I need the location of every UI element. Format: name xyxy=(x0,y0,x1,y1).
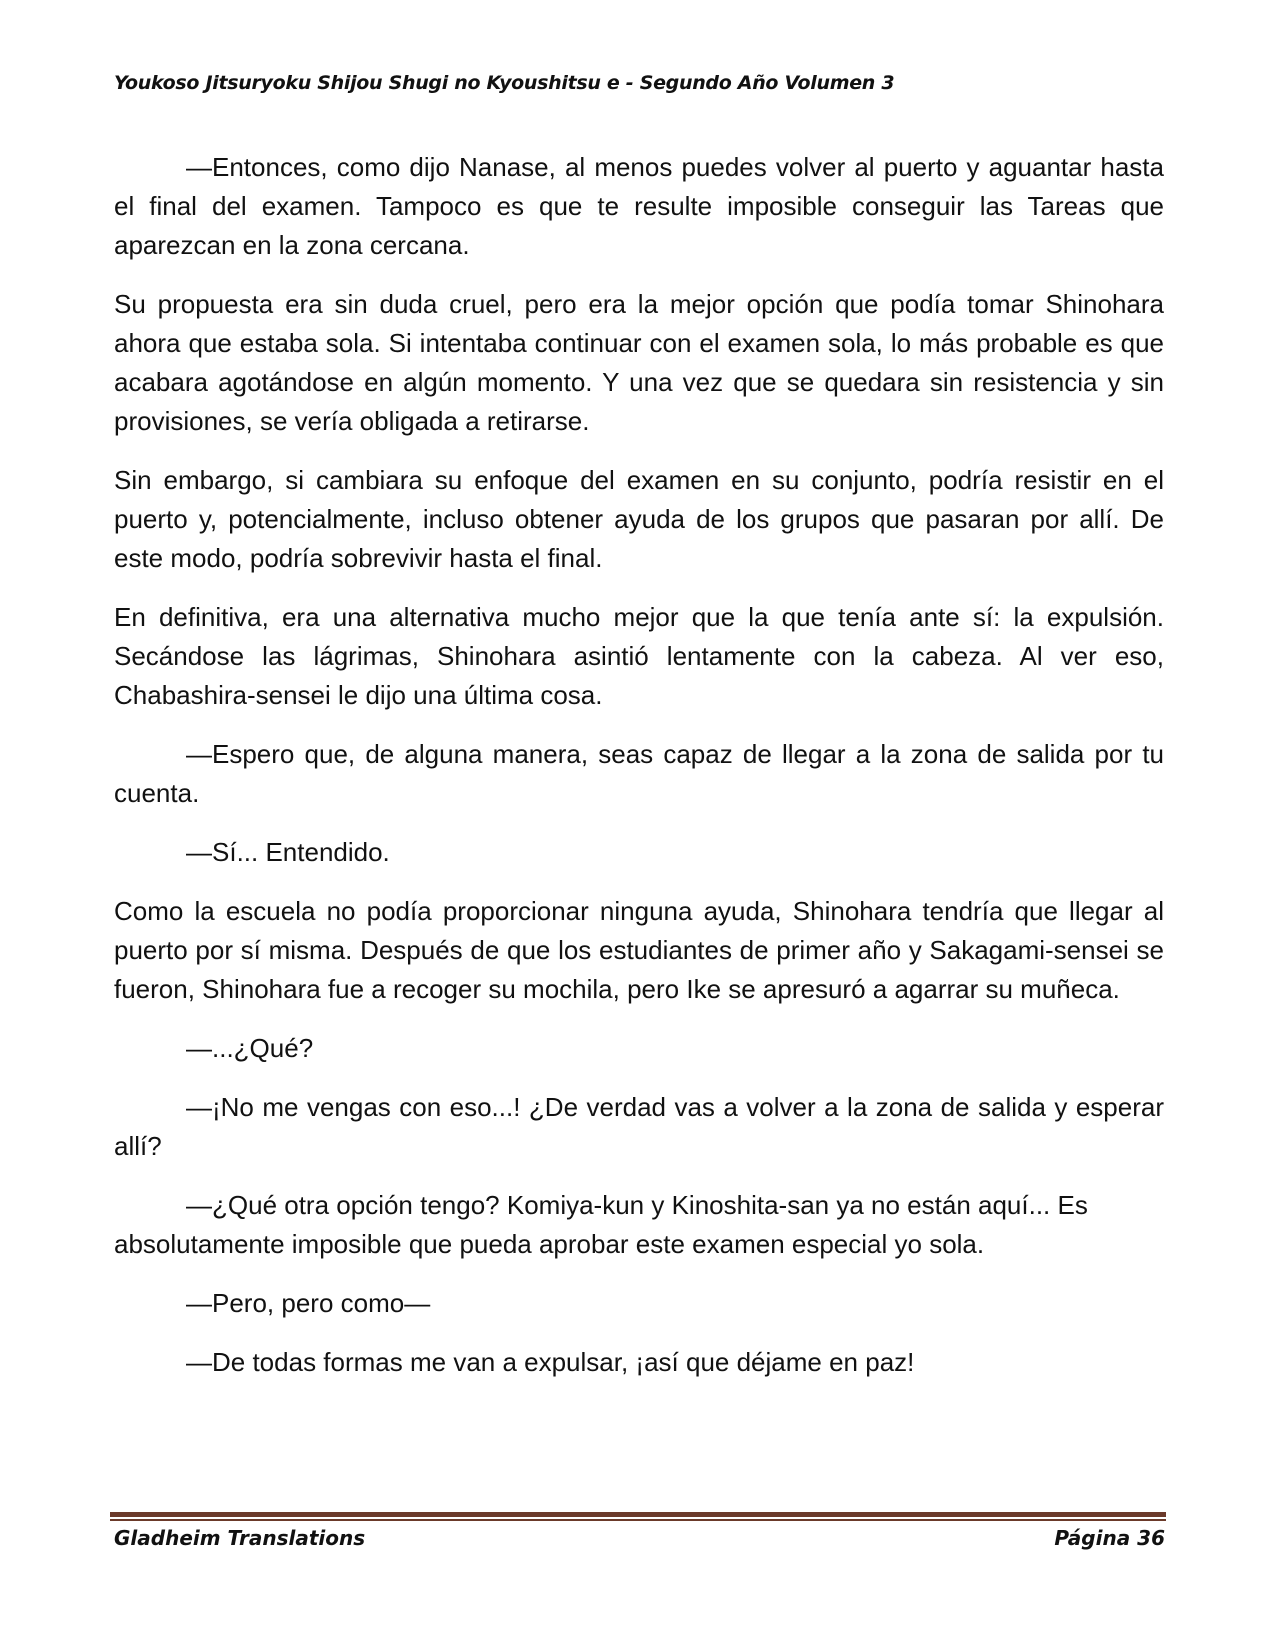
paragraph: —Entonces, como dijo Nanase, al menos puedes volver al puerto y aguantar hasta el final del examen. Tampoco es que te resulte imposible conseguir las Tareas que aparezcan en la zona cercana. xyxy=(114,152,1164,260)
paragraph: En definitiva, era una alternativa mucho mejor que la que tenía ante sí: la expulsión. Secándose las lágrimas, Shinohara asintió lentamente con la cabeza. Al ver eso, Chabashira-sensei le dijo una última cosa. xyxy=(114,602,1164,710)
footer-divider-thick xyxy=(110,1512,1166,1517)
paragraph: —Pero, pero como— xyxy=(186,1288,431,1318)
footer-publisher: Gladheim Translations xyxy=(114,1526,366,1550)
paragraph: Sin embargo, si cambiara su enfoque del examen en su conjunto, podría resistir en el puerto y, potencialmente, incluso obtener ayuda de los grupos que pasaran por allí. De este modo, podría sobrevivir hasta el final. xyxy=(114,465,1164,573)
paragraph: —...¿Qué? xyxy=(186,1033,314,1063)
paragraph: Como la escuela no podía proporcionar ninguna ayuda, Shinohara tendría que llegar al puerto por sí misma. Después de que los estudiantes de primer año y Sakagami-sensei se fueron, Shinohara fue a recoger su mochila, pero Ike se apresuró a agarrar su muñeca. xyxy=(114,896,1164,1004)
page-number: Página 36 xyxy=(1054,1526,1165,1550)
footer-divider xyxy=(110,1512,1166,1521)
page-body xyxy=(114,148,1164,1402)
paragraph: Su propuesta era sin duda cruel, pero era la mejor opción que podía tomar Shinohara ahora que estaba sola. Si intentaba continuar con el examen sola, lo más probable es que acabara agotándose en algún momento. Y una vez que se quedara sin resistencia y sin provisiones, se vería obligada a retirarse. xyxy=(114,289,1164,436)
footer-divider-thin xyxy=(110,1519,1166,1521)
paragraph: —De todas formas me van a expulsar, ¡así que déjame en paz! xyxy=(186,1347,915,1377)
paragraph: —¡No me vengas con eso...! ¿De verdad vas a volver a la zona de salida y esperar allí? xyxy=(114,1092,1164,1161)
paragraph: —¿Qué otra opción tengo? Komiya-kun y Kinoshita-san ya no están aquí... Es absolutamente imposible que pueda aprobar este examen especial yo sola. xyxy=(114,1190,1088,1259)
paragraph: —Sí... Entendido. xyxy=(186,837,390,867)
running-header: Youkoso Jitsuryoku Shijou Shugi no Kyoushitsu e - Segundo Año Volumen 3 xyxy=(114,72,895,94)
paragraph: —Espero que, de alguna manera, seas capaz de llegar a la zona de salida por tu cuenta. xyxy=(114,739,1164,808)
